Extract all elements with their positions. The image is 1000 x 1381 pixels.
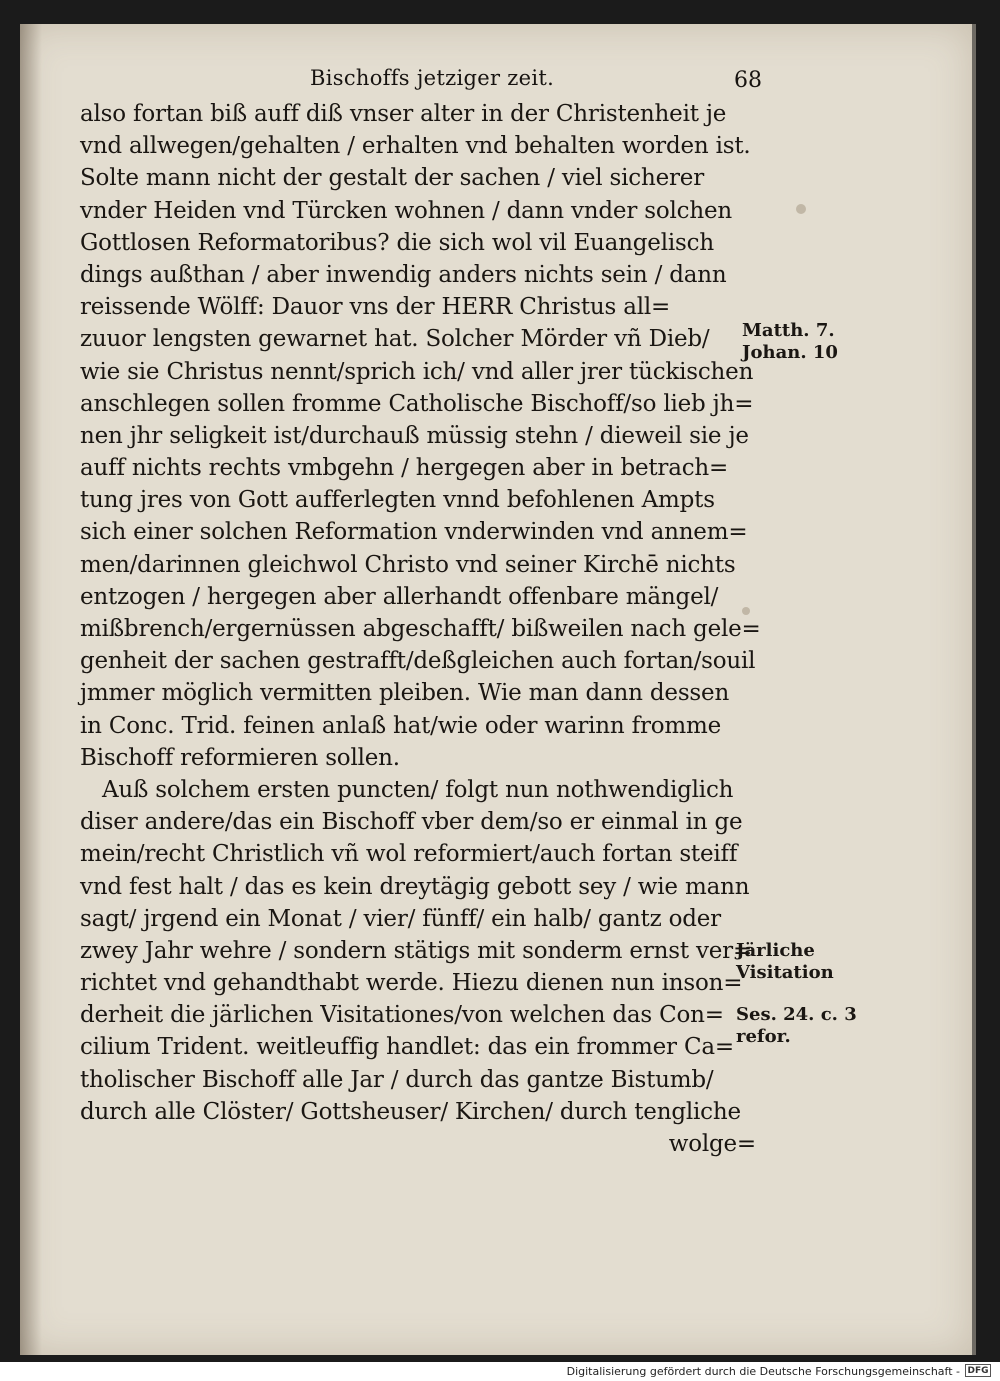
text-line: auff nichts rechts vmbgehn / hergegen aber in betrach= [80,455,729,482]
body-text [80,98,761,1160]
gutter-shadow [20,24,42,1355]
text-line: Gottlosen Reformatoribus? die sich wol vil Euangelisch [80,229,714,256]
text-line: diser andere/das ein Bischoff vber dem/so er einmal in ge [80,809,743,836]
text-line: zwey Jahr wehre / sondern stätigs mit sonderm ernst ver= [80,937,753,964]
text-line: dings außthan / aber inwendig anders nichts sein / dann [80,261,727,288]
text-line: Bischoff reformieren sollen. [80,744,400,771]
page-number: 68 [734,68,762,93]
text-line: entzogen / hergegen aber allerhandt offenbare mängel/ [80,583,719,610]
text-line: mißbrench/ergernüssen abgeschafft/ bißweilen nach gele= [80,616,761,642]
text-line: jmmer möglich vermitten pleiben. Wie man dann dessen [80,680,730,707]
marginal-note-council [736,1004,857,1048]
text-line: wie sie Christus nennt/sprich ich/ vnd aller jrer tückischen [80,358,754,385]
marginal-note-line: Järliche [736,940,815,961]
ink-spot [796,204,806,214]
text-line: vnd allwegen/gehalten / erhalten vnd behalten worden ist. [80,133,751,160]
text-line: cilium Trident. weitleuffig handlet: das ein frommer Ca= [80,1034,734,1061]
page-edge [972,24,976,1355]
text-line: genheit der sachen gestrafft/deßgleichen auch fortan/souil [80,648,756,675]
text-line: reissende Wölff: Dauor vns der HERR Christus all= [80,294,671,321]
marginal-note-line: refor. [736,1026,791,1047]
dfg-logo: DFG [965,1364,991,1377]
funding-credit: Digitalisierung gefördert durch die Deutsche Forschungsgemeinschaft - [566,1365,960,1378]
text-line: anschlegen sollen fromme Catholische Bischoff/so lieb jh= [80,390,754,417]
text-line: zuuor lengsten gewarnet hat. Solcher Mörder vñ Dieb/ [80,326,710,353]
text-line: derheit die järlichen Visitationes/von welchen das Con= [80,1002,724,1029]
text-line: mein/recht Christlich vñ wol reformiert/auch fortan steiff [80,841,738,868]
text-line: nen jhr seligkeit ist/durchauß müssig stehn / dieweil sie je [80,422,749,449]
text-line: men/darinnen gleichwol Christo vnd seiner Kirchē nichts [80,551,736,578]
marginal-note-line: Visitation [736,962,834,983]
text-line: Auß solchem ersten puncten/ folgt nun nothwendiglich [102,776,734,803]
marginal-note-line: Matth. 7. [742,320,835,341]
marginal-note-line: Johan. 10 [742,342,838,363]
text-line: Solte mann nicht der gestalt der sachen / viel sicherer [80,165,704,192]
marginal-note-visitation [736,940,834,984]
text-line: also fortan biß auff diß vnser alter in der Christenheit je [80,101,727,127]
text-line: sich einer solchen Reformation vnderwinden vnd annem= [80,519,748,546]
marginal-note-line: Ses. 24. c. 3 [736,1004,857,1025]
text-line: tholischer Bischoff alle Jar / durch das gantze Bistumb/ [80,1066,714,1093]
text-line: vnd fest halt / das es kein dreytägig gebott sey / wie mann [80,873,750,900]
text-line: sagt/ jrgend ein Monat / vier/ fünff/ ein halb/ gantz oder [80,905,721,932]
text-line: richtet vnd gehandthabt werde. Hiezu dienen nun inson= [80,970,743,997]
text-line: durch alle Clöster/ Gottsheuser/ Kirchen/ durch tengliche [80,1098,741,1125]
running-head: Bischoffs jetziger zeit. [310,66,555,90]
text-line: vnder Heiden vnd Türcken wohnen / dann vnder solchen [80,197,732,224]
catchword: wolge= [668,1131,756,1157]
text-line: in Conc. Trid. feinen anlaß hat/wie oder warinn fromme [80,712,722,739]
text-line: tung jres von Gott aufferlegten vnnd befohlenen Ampts [80,487,715,514]
marginal-note-scripture [742,320,838,364]
